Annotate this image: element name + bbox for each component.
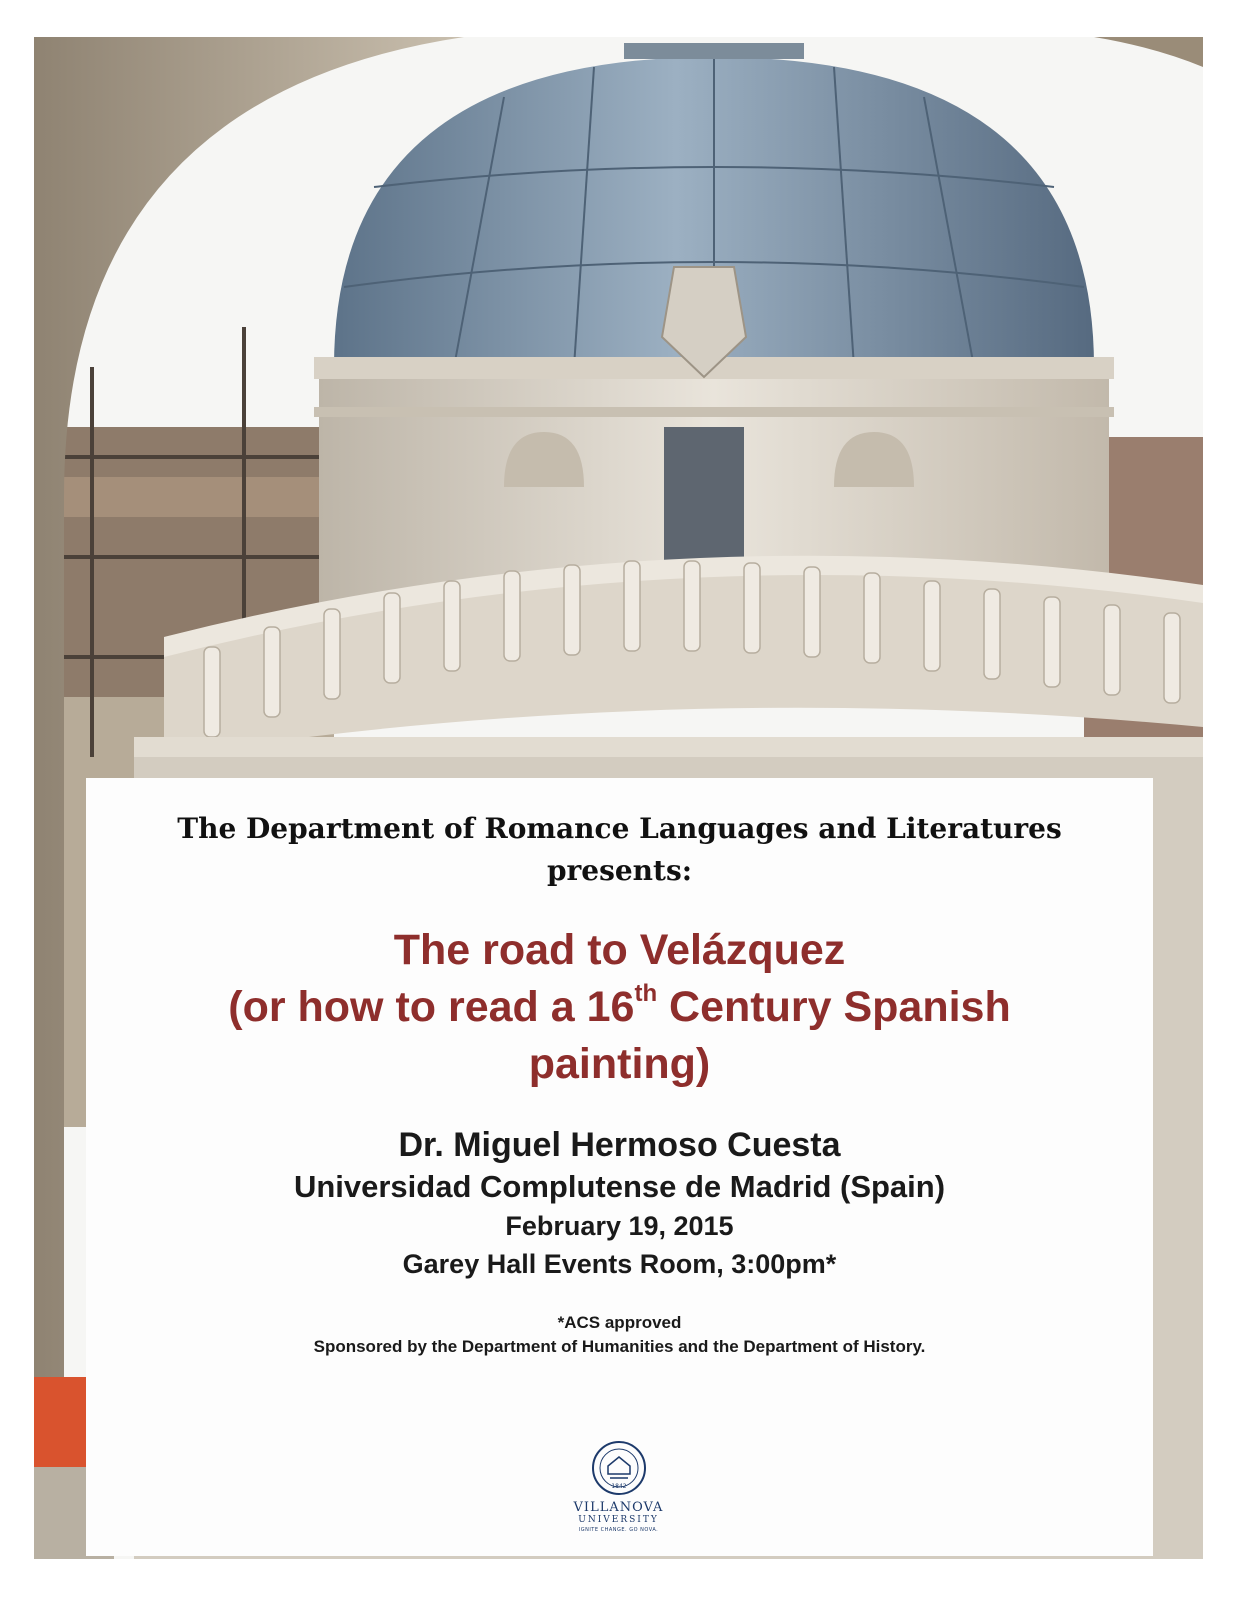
seal-year: 1842 xyxy=(610,1483,627,1490)
logo-tagline: IGNITE CHANGE. GO NOVA. xyxy=(578,1527,659,1533)
presenter-department: The Department of Romance Languages and Literatures xyxy=(177,812,1062,845)
talk-title-line-2-after: Century Spanish xyxy=(657,983,1011,1031)
talk-title-line-3: painting) xyxy=(528,1040,711,1088)
talk-title-line-2 xyxy=(86,979,1153,1036)
villanova-logo xyxy=(556,1440,681,1534)
speaker-name: Dr. Miguel Hermoso Cuesta xyxy=(398,1126,841,1164)
event-location-time: Garey Hall Events Room, 3:00pm* xyxy=(402,1249,837,1279)
notes-block xyxy=(86,1311,1153,1359)
talk-title-line-2-before: (or how to read a 16 xyxy=(228,983,635,1031)
presenter-presents: presents: xyxy=(546,854,693,887)
villanova-seal-icon xyxy=(591,1440,647,1496)
event-info-panel xyxy=(86,778,1153,1556)
logo-name: VILLANOVA xyxy=(573,1500,664,1515)
event-date: February 19, 2015 xyxy=(505,1211,734,1241)
talk-title-superscript: th xyxy=(634,980,658,1007)
talk-title-line-1: The road to Velázquez xyxy=(393,926,846,974)
talk-title xyxy=(86,922,1153,1093)
logo-sub: UNIVERSITY xyxy=(578,1515,659,1525)
acs-note: *ACS approved xyxy=(557,1313,682,1332)
sponsors-note: Sponsored by the Department of Humanities and the Department of History. xyxy=(313,1337,926,1356)
presenter-block xyxy=(86,778,1153,892)
speaker-affiliation: Universidad Complutense de Madrid (Spain) xyxy=(293,1169,946,1204)
